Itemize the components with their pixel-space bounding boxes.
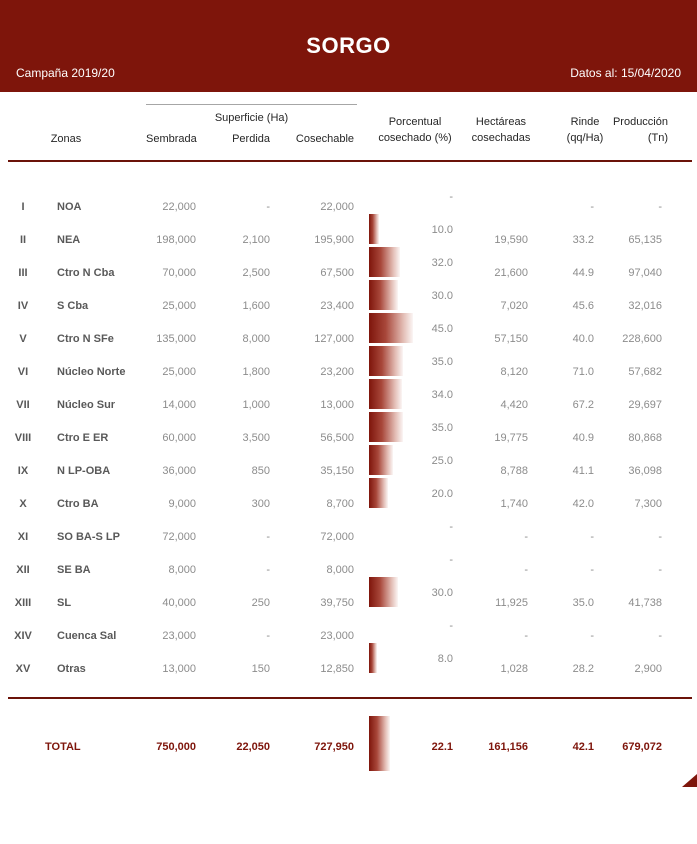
zone-name: Ctro N Cba (57, 266, 115, 279)
produccion-value: - (658, 530, 662, 543)
title-band (0, 0, 697, 92)
zone-roman-numeral: XV (15, 662, 31, 675)
table-row (0, 487, 665, 520)
rinde-value: 67.2 (572, 398, 594, 411)
hectareas-cosechadas-value: 1,740 (500, 497, 528, 510)
zone-roman-numeral: VI (17, 365, 29, 378)
total-rinde-value: 42.1 (572, 741, 594, 753)
hectareas-cosechadas-value: 8,788 (500, 464, 528, 477)
rinde-value: 35.0 (572, 596, 594, 609)
sembrada-value: 25,000 (162, 299, 196, 312)
table-row (0, 586, 665, 619)
zone-name: NEA (57, 233, 81, 246)
pct-cosechado-value: - (449, 554, 453, 566)
produccion-value: 65,135 (628, 233, 662, 246)
produccion-value: 41,738 (628, 596, 662, 609)
table-row (0, 388, 665, 421)
header-separator-line (8, 160, 692, 162)
sembrada-value: 36,000 (162, 464, 196, 477)
hectareas-cosechadas-value: 21,600 (494, 266, 528, 279)
rinde-value: - (590, 629, 594, 642)
pct-cosechado-bar (369, 214, 379, 244)
zone-name: Ctro N SFe (57, 332, 114, 345)
cosechable-value: 72,000 (320, 530, 354, 543)
pct-cosechado-value: - (449, 191, 453, 203)
perdida-value: 3,500 (242, 431, 270, 444)
perdida-value: 250 (251, 596, 270, 609)
hectareas-cosechadas-value: 11,925 (495, 596, 528, 609)
pct-cosechado-value: - (449, 521, 453, 533)
produccion-value: 97,040 (628, 266, 662, 279)
rinde-value: 71.0 (572, 365, 594, 378)
sembrada-value: 13,000 (162, 662, 196, 675)
perdida-value: - (266, 200, 270, 213)
sembrada-value: 23,000 (162, 629, 196, 642)
table-row (0, 421, 665, 454)
pct-cosechado-value: 34.0 (431, 389, 453, 401)
page-title: SORGO (306, 33, 391, 58)
perdida-value: 150 (251, 662, 270, 675)
table-row (0, 322, 665, 355)
total-perdida-value: 22,050 (236, 741, 270, 753)
zone-name: Núcleo Norte (57, 365, 126, 378)
pct-cosechado-bar (369, 445, 393, 475)
zone-roman-numeral: X (19, 497, 27, 510)
zone-roman-numeral: VII (16, 398, 30, 411)
corner-triangle-marker (682, 774, 697, 787)
pct-cosechado-bar (369, 412, 403, 442)
rinde-value: 40.9 (572, 431, 594, 444)
hectareas-cosechadas-value: - (524, 629, 528, 642)
pct-cosechado-cell (357, 652, 457, 685)
table-row (0, 355, 665, 388)
zone-name: Otras (57, 662, 86, 675)
produccion-value: 2,900 (634, 662, 662, 675)
pct-cosechado-bar (369, 247, 400, 277)
sembrada-value: 40,000 (162, 596, 196, 609)
table-row (0, 256, 665, 289)
zone-name: Núcleo Sur (57, 398, 116, 411)
total-cosechable-value: 727,950 (314, 741, 354, 753)
zone-roman-numeral: VIII (14, 431, 32, 444)
col-header-produccion: Producción (Tn) (612, 116, 668, 144)
table-row (0, 223, 665, 256)
zone-name: Cuenca Sal (57, 629, 117, 642)
zone-roman-numeral: IV (17, 299, 29, 312)
perdida-value: - (266, 530, 270, 543)
zone-roman-numeral: IX (17, 464, 29, 477)
col-header-rinde: Rinde (qq/Ha) (566, 116, 604, 144)
col-header-perdida: Perdida (232, 133, 270, 145)
pct-cosechado-cell (357, 586, 457, 619)
perdida-value: 850 (251, 464, 270, 477)
total-produccion-value: 679,072 (622, 741, 662, 753)
pct-cosechado-value: 32.0 (431, 257, 453, 269)
sembrada-value: 9,000 (168, 497, 196, 510)
zones-table (0, 190, 665, 685)
col-header-porcentual: Porcentual cosechado (%) (378, 116, 452, 144)
perdida-value: - (266, 629, 270, 642)
hectareas-cosechadas-value (457, 190, 531, 223)
sembrada-value: 22,000 (162, 200, 196, 213)
total-label: TOTAL (45, 741, 81, 753)
pct-cosechado-value: 30.0 (431, 290, 453, 302)
produccion-value: - (658, 563, 662, 576)
hectareas-cosechadas-value: - (524, 563, 528, 576)
total-pct-cosechado-value: 22.1 (431, 741, 453, 753)
perdida-value: 1,000 (242, 398, 270, 411)
cosechable-value: 23,200 (320, 365, 354, 378)
col-header-cosechable: Cosechable (295, 133, 354, 145)
produccion-value: 228,600 (622, 332, 662, 345)
table-row (0, 553, 665, 586)
rinde-value: 40.0 (572, 332, 594, 345)
hectareas-cosechadas-value: 19,775 (494, 431, 528, 444)
produccion-value: 36,098 (628, 464, 662, 477)
hectareas-cosechadas-value: 4,420 (500, 398, 528, 411)
zone-name: S Cba (57, 299, 89, 312)
zone-name: SO BA-S LP (57, 530, 120, 543)
zone-name: NOA (57, 200, 82, 213)
hectareas-cosechadas-value: 19,590 (494, 233, 528, 246)
rinde-value: 45.6 (572, 299, 594, 312)
sembrada-value: 72,000 (162, 530, 196, 543)
produccion-value: - (658, 629, 662, 642)
pct-cosechado-bar (369, 577, 398, 607)
pct-cosechado-bar (369, 643, 377, 673)
rinde-value: 33.2 (572, 233, 594, 246)
total-separator-line (8, 697, 692, 699)
zone-roman-numeral: V (19, 332, 27, 345)
pct-cosechado-value: 35.0 (431, 356, 453, 368)
table-row (0, 619, 665, 652)
data-date-label: Datos al: 15/04/2020 (570, 66, 681, 80)
total-pct-cell (357, 714, 457, 780)
cosechable-value: 67,500 (320, 266, 354, 279)
sembrada-value: 25,000 (162, 365, 196, 378)
cosechable-value: 195,900 (314, 233, 354, 246)
col-header-sembrada: Sembrada (146, 133, 197, 145)
hectareas-cosechadas-value: 57,150 (494, 332, 528, 345)
cosechable-value: 39,750 (320, 596, 354, 609)
hectareas-cosechadas-value: - (524, 530, 528, 543)
rinde-value: 41.1 (572, 464, 594, 477)
table-row (0, 454, 665, 487)
pct-cosechado-value: - (449, 620, 453, 632)
zone-roman-numeral: XI (17, 530, 29, 543)
cosechable-value: 23,000 (320, 629, 354, 642)
sembrada-value: 198,000 (156, 233, 196, 246)
perdida-value: 2,100 (242, 233, 270, 246)
zone-name: SE BA (57, 563, 91, 576)
zone-roman-numeral: I (21, 200, 25, 213)
produccion-value: 7,300 (634, 497, 662, 510)
table-row (0, 190, 665, 223)
produccion-value: 29,697 (628, 398, 662, 411)
table-row (0, 289, 665, 322)
table-row (0, 652, 665, 685)
pct-cosechado-value: 45.0 (431, 323, 453, 335)
cosechable-value: 23,400 (320, 299, 354, 312)
pct-cosechado-value: 8.0 (437, 653, 453, 665)
zone-name: Ctro E ER (57, 431, 109, 444)
zone-name: SL (57, 596, 72, 609)
total-pct-cosechado-bar (369, 716, 390, 771)
hectareas-cosechadas-value: 8,120 (500, 365, 528, 378)
produccion-value: - (658, 200, 662, 213)
cosechable-value: 8,000 (326, 563, 354, 576)
pct-cosechado-value: 35.0 (431, 422, 453, 434)
produccion-value: 32,016 (628, 299, 662, 312)
pct-cosechado-bar (369, 313, 413, 343)
hectareas-cosechadas-value: 1,028 (500, 662, 528, 675)
pct-cosechado-value: 10.0 (431, 224, 453, 236)
produccion-value: 57,682 (628, 365, 662, 378)
sembrada-value: 14,000 (162, 398, 196, 411)
total-hectareas-value: 161,156 (488, 741, 528, 753)
pct-cosechado-bar (369, 478, 388, 508)
cosechable-value: 56,500 (320, 431, 354, 444)
total-sembrada-value: 750,000 (156, 741, 196, 753)
cosechable-value: 35,150 (320, 464, 354, 477)
cosechable-value: 12,850 (320, 662, 354, 675)
rinde-value: 44.9 (572, 266, 594, 279)
sembrada-value: 70,000 (162, 266, 196, 279)
pct-cosechado-bar (369, 280, 398, 310)
rinde-value: - (590, 530, 594, 543)
col-header-superficie-group: Superficie (Ha) (146, 104, 357, 125)
perdida-value: 1,600 (242, 299, 270, 312)
sembrada-value: 8,000 (168, 563, 196, 576)
perdida-value: 8,000 (242, 332, 270, 345)
zone-roman-numeral: III (18, 266, 28, 279)
sembrada-value: 60,000 (162, 431, 196, 444)
zone-name: N LP-OBA (57, 464, 111, 477)
perdida-value: 2,500 (242, 266, 270, 279)
pct-cosechado-value: 20.0 (431, 488, 453, 500)
cosechable-value: 8,700 (326, 497, 354, 510)
zone-roman-numeral: XII (16, 563, 30, 576)
pct-cosechado-bar (369, 346, 403, 376)
perdida-value: 300 (251, 497, 270, 510)
pct-cosechado-value: 25.0 (431, 455, 453, 467)
perdida-value: 1,800 (242, 365, 270, 378)
zone-name: Ctro BA (57, 497, 99, 510)
pct-cosechado-cell (357, 520, 457, 553)
rinde-value: 42.0 (572, 497, 594, 510)
hectareas-cosechadas-value: 7,020 (500, 299, 528, 312)
rinde-value: 28.2 (572, 662, 594, 675)
rinde-value: - (590, 563, 594, 576)
pct-cosechado-cell (357, 487, 457, 520)
total-row (0, 714, 665, 780)
campaign-label: Campaña 2019/20 (16, 66, 115, 80)
pct-cosechado-value: 30.0 (431, 587, 453, 599)
column-headers (0, 104, 697, 162)
sembrada-value: 135,000 (156, 332, 196, 345)
col-header-zonas: Zonas (50, 133, 82, 145)
col-header-hectareas: Hectáreas cosechadas (471, 116, 531, 144)
produccion-value: 80,868 (628, 431, 662, 444)
cosechable-value: 13,000 (320, 398, 354, 411)
pct-cosechado-bar (369, 379, 402, 409)
cosechable-value: 22,000 (320, 200, 354, 213)
cosechable-value: 127,000 (314, 332, 354, 345)
zone-roman-numeral: II (19, 233, 27, 246)
zone-roman-numeral: XIV (14, 629, 32, 642)
perdida-value: - (266, 563, 270, 576)
rinde-value: - (590, 200, 594, 213)
zone-roman-numeral: XIII (14, 596, 32, 609)
table-row (0, 520, 665, 553)
